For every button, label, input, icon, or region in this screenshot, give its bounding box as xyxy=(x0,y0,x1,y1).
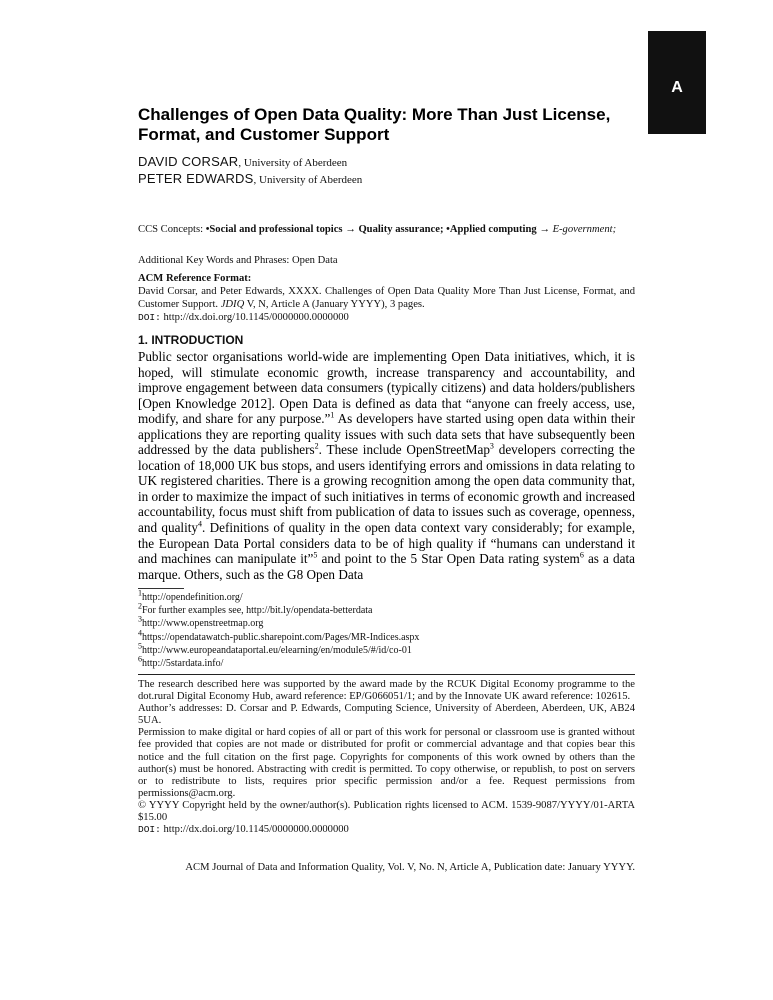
author-affiliation: , University of Aberdeen xyxy=(238,157,348,169)
introduction-paragraph xyxy=(138,349,635,582)
body-text-segment: Public sector organisations world-wide are implementing Open Data initiatives, which, it is hoped, will stimulate economic growth, increase transparency and accountability, and improve engagement between data consumers (typically citizens) and data holders/publishers [Open Knowledge 2012]. Open Data is defined as data that “anyone can freely access, use, modify, and share for any purpose.” xyxy=(138,349,635,427)
author-entry xyxy=(138,154,638,171)
body-text-segment: as a data marque. Others, such as the G8 Open Data xyxy=(138,551,635,582)
author-addresses: Author’s addresses: D. Corsar and P. Edwards, Computing Science, University of Aberdeen, Aberdeen, UK, AB24 5UA. xyxy=(138,703,635,727)
footnote-number: 3 xyxy=(138,615,142,625)
footnote-marker: 3 xyxy=(489,441,494,451)
ccs-concept: •Applied computing xyxy=(443,224,537,235)
footnote xyxy=(138,601,635,617)
reference-format-heading: ACM Reference Format: xyxy=(138,273,252,284)
footnote-link[interactable]: https://opendatawatch-public.sharepoint.com/Pages/MR-Indices.aspx xyxy=(142,631,420,643)
doi-link[interactable]: http://dx.doi.org/10.1145/0000000.0000000 xyxy=(160,824,349,836)
footnote xyxy=(138,628,635,644)
journal-name: JDIQ xyxy=(220,299,245,311)
author-list xyxy=(138,154,638,188)
footnotes xyxy=(138,588,635,670)
footnote-marker: 1 xyxy=(330,410,335,420)
reference-format xyxy=(138,285,635,325)
keywords: Additional Key Words and Phrases: Open Data xyxy=(138,255,338,266)
doi-label: DOI: xyxy=(138,824,161,836)
footnote-link[interactable]: http://www.openstreetmap.org xyxy=(142,618,264,630)
footnote-number: 1 xyxy=(138,588,142,598)
article-letter-tab xyxy=(648,31,706,134)
author-entry xyxy=(138,171,638,188)
ccs-term: E-government; xyxy=(552,224,617,235)
footnote-link[interactable]: http://www.europeandataportal.eu/elearning/en/module5/#/id/co-01 xyxy=(142,644,412,656)
arrow-icon: → xyxy=(342,224,359,235)
ccs-concept: •Social and professional topics xyxy=(205,224,343,235)
author-name: DAVID CORSAR xyxy=(138,154,239,169)
footnote xyxy=(138,654,635,670)
section-heading: 1. INTRODUCTION xyxy=(138,333,244,347)
body-text-segment: . Definitions of quality in the open data context vary considerably; for example, the European Data Portal considers data to be of high quality if “humans can understand it and machines can manipulate it” xyxy=(138,520,635,567)
ccs-concepts xyxy=(138,223,635,236)
doi-link[interactable]: http://dx.doi.org/10.1145/0000000.0000000 xyxy=(160,312,349,324)
journal-footer: ACM Journal of Data and Information Quality, Vol. V, No. N, Article A, Publication date: January YYYY. xyxy=(185,862,635,873)
body-text-segment: developers correcting the location of 18,000 UK bus stops, and users identifying errors and omissions in data relating to UK registered charities. There is a growing recognition among the open data community that, in order to maximize the impact of such initiatives in terms of economic growth and increased accountability, focus must shift from publication of data to issues such as coverage, openness, and quality xyxy=(138,442,635,536)
footnote-number: 5 xyxy=(138,641,142,651)
footnote-marker: 6 xyxy=(579,550,584,560)
body-text-segment: and point to the 5 Star Open Data rating system xyxy=(317,551,580,567)
ccs-label: CCS Concepts: xyxy=(138,224,206,235)
footnote xyxy=(138,588,635,604)
author-affiliation: , University of Aberdeen xyxy=(253,174,363,186)
permission-notice: Permission to make digital or hard copies of all or part of this work for personal or classroom use is granted without fee provided that copies are not made or distributed for profit or commercial advantage and that copies bear this notice and the full citation on the first page. Copyrights for components of this work owned by others than the author(s) must be honored. Abstracting with credit is permitted. To copy otherwise, or republish, to post on servers or to redistribute to lists, requires prior specific permission and/or a fee. Request permissions from permissions@acm.org. xyxy=(138,727,635,799)
ccs-term: Quality assurance; xyxy=(358,224,444,235)
author-name: PETER EDWARDS xyxy=(138,171,254,186)
footnote-link[interactable]: http://opendefinition.org/ xyxy=(142,592,243,603)
doi-label: DOI: xyxy=(138,312,161,324)
front-matter-divider xyxy=(138,674,635,675)
footnote-marker: 2 xyxy=(314,441,319,451)
body-text-segment: As developers have started using open data within their applications they are reporting quality issues with such data sets that have subsequently been addressed by the data publishers xyxy=(138,411,636,458)
paper-title: Challenges of Open Data Quality: More Than Just License, Format, and Customer Support xyxy=(138,105,611,144)
footnote-divider xyxy=(138,588,184,589)
funding-note: The research described here was supported by the award made by the RCUK Digital Economy programme to the dot.rural Digital Economy Hub, award reference: EP/G066051/1; and by the Innovate UK award reference: 102615. xyxy=(138,679,635,703)
copyright-notice: © YYYY Copyright held by the owner/author(s). Publication rights licensed to ACM. 1539-9087/YYYY/01-ARTA $15.00 xyxy=(138,799,635,824)
front-matter xyxy=(138,679,635,836)
footnote xyxy=(138,617,635,630)
arrow-icon: → xyxy=(536,224,553,235)
footnote-number: 6 xyxy=(138,654,142,664)
footnote-marker: 5 xyxy=(313,550,318,560)
reference-text: David Corsar, and Peter Edwards, XXXX. Challenges of Open Data Quality More Than Just License, Format, and Customer Support. xyxy=(138,286,635,311)
footnote-number: 2 xyxy=(138,601,142,611)
body-text-segment: . These include OpenStreetMap xyxy=(318,442,490,458)
reference-text: V, N, Article A (January YYYY), 3 pages. xyxy=(244,299,425,311)
article-letter: A xyxy=(671,79,683,96)
footnote-number: 4 xyxy=(138,628,142,638)
footnote-link[interactable]: http://5stardata.info/ xyxy=(142,658,224,670)
doi-line xyxy=(138,824,635,836)
footnote xyxy=(138,641,635,657)
footnote-marker: 4 xyxy=(198,519,203,529)
footnote-text: For further examples see, http://bit.ly/opendata-betterdata xyxy=(142,605,373,617)
